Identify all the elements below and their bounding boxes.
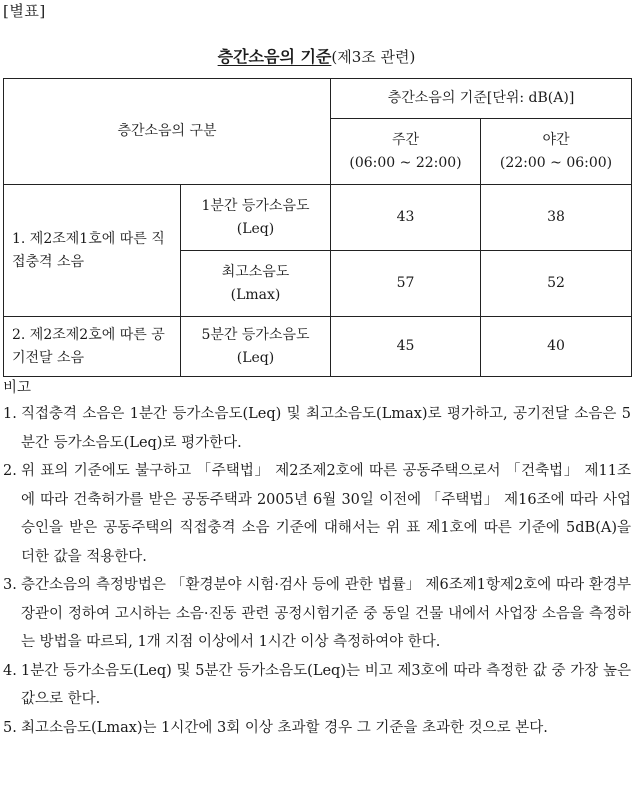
night-value: 38 xyxy=(481,185,632,251)
row-group-airborne: 2. 제2조제2호에 따른 공기전달 소음 xyxy=(4,317,181,377)
row-group-direct-impact: 1. 제2조제1호에 따른 직접충격 소음 xyxy=(4,185,181,317)
item-text: 1분간 등가소음도(Leq) 및 5분간 등가소음도(Leq)는 비고 제3호에 따라 측정한 값 중 가장 높은 값으로 한다. xyxy=(21,662,631,707)
item-number: 1. xyxy=(3,406,17,422)
list-item xyxy=(3,400,631,457)
standard-header: 층간소음의 기준[단위: dB(A)] xyxy=(331,79,632,119)
item-text: 최고소음도(Lmax)는 1시간에 3회 이상 초과할 경우 그 기준을 초과한 것으로 본다. xyxy=(21,719,548,736)
day-value: 43 xyxy=(331,185,481,251)
night-range: (22:00 ~ 06:00) xyxy=(499,154,613,171)
metric-unit: (Lmax) xyxy=(230,286,281,303)
metric-name: 1분간 등가소음도 xyxy=(201,197,310,214)
item-text: 위 표의 기준에도 불구하고 「주택법」 제2조제2호에 따른 공동주택으로서 「건축법」 제11조에 따라 건축허가를 받은 공동주택과 2005년 6월 30일 이전에 「주택법」 제16조에 따라 사업승인을 받은 공동주택의 직접충격 소음 기준에 대해서는 위 표 제1호에 따른 기준에 5dB(A)을 더한 값을 적용한다. xyxy=(21,463,631,565)
annex-tag: [별표] xyxy=(3,2,46,20)
item-text: 층간소음의 측정방법은 「환경분야 시험·검사 등에 관한 법률」 제6조제1항제2호에 따라 환경부장관이 정하여 고시하는 소음·진동 관련 공정시험기준 중 동일 건물 내에서 사업장 소음을 측정하는 방법을 따르되, 1개 지점 이상에서 1시간 이상 측정하여야 한다. xyxy=(21,577,631,650)
document-title xyxy=(0,44,633,67)
title-related-article: (제3조 관련) xyxy=(331,48,416,66)
metric-cell xyxy=(181,251,331,317)
night-value: 40 xyxy=(481,317,632,377)
night-label: 야간 xyxy=(542,131,570,148)
day-value: 57 xyxy=(331,251,481,317)
list-item xyxy=(3,571,631,657)
list-item xyxy=(3,714,631,743)
metric-name: 5분간 등가소음도 xyxy=(201,326,310,343)
night-header xyxy=(481,119,632,185)
day-value: 45 xyxy=(331,317,481,377)
item-number: 2. xyxy=(3,463,17,479)
noise-standard-table xyxy=(3,78,632,377)
metric-unit: (Leq) xyxy=(236,349,275,366)
metric-name: 최고소음도 xyxy=(221,263,290,280)
day-label: 주간 xyxy=(391,131,420,148)
title-main: 층간소음의 기준 xyxy=(217,47,332,66)
item-number: 4. xyxy=(3,662,17,679)
item-number: 3. xyxy=(3,577,17,593)
list-item xyxy=(3,457,631,571)
list-item xyxy=(3,657,631,714)
night-value: 52 xyxy=(481,251,632,317)
metric-unit: (Leq) xyxy=(236,220,275,237)
table-row xyxy=(4,317,632,377)
day-header xyxy=(331,119,481,185)
metric-cell xyxy=(181,317,331,377)
remarks-list xyxy=(3,400,631,742)
remarks-heading: 비고 xyxy=(3,380,32,396)
metric-cell xyxy=(181,185,331,251)
category-header: 층간소음의 구분 xyxy=(4,79,331,185)
remarks-section xyxy=(3,376,631,742)
day-range: (06:00 ~ 22:00) xyxy=(349,154,462,171)
table-row xyxy=(4,185,632,251)
item-text: 직접충격 소음은 1분간 등가소음도(Leq) 및 최고소음도(Lmax)로 평가하고, 공기전달 소음은 5분간 등가소음도(Leq)로 평가한다. xyxy=(21,406,631,451)
item-number: 5. xyxy=(3,719,17,736)
